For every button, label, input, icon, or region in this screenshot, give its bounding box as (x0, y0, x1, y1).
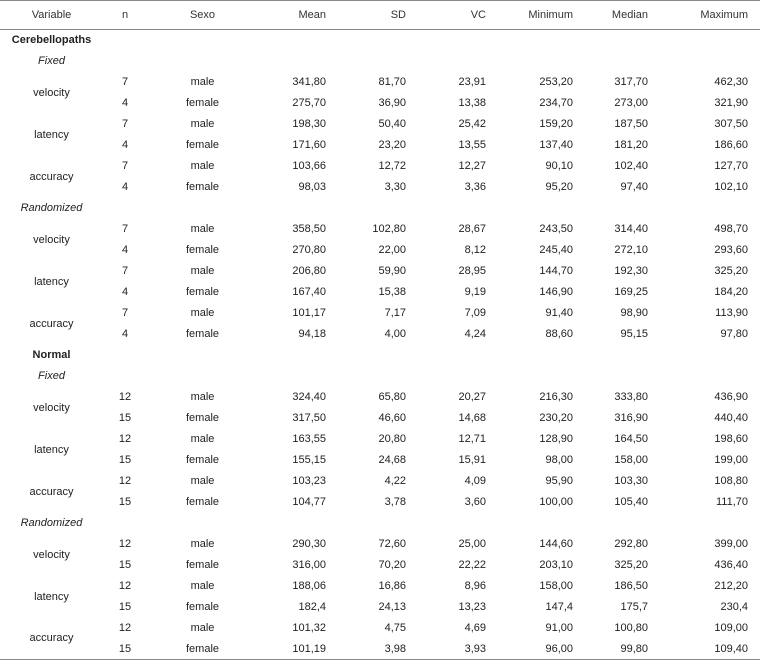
cell-vc: 13,23 (458, 601, 486, 613)
cell-maximum: 111,70 (715, 496, 748, 508)
cell-mean: 275,70 (292, 97, 326, 109)
cell-n: 4 (121, 244, 129, 256)
cell-mean: 270,80 (292, 244, 326, 256)
cell-median: 317,70 (614, 76, 648, 88)
cell-minimum: 245,40 (539, 244, 573, 256)
cell-maximum: 198,60 (714, 433, 748, 445)
cell-mean: 155,15 (292, 454, 326, 466)
cell-mean: 104,77 (292, 496, 326, 508)
header-n: n (103, 1, 147, 30)
table-header (0, 1, 760, 30)
table-row (0, 408, 760, 429)
cell-maximum: 321,90 (714, 97, 748, 109)
cell-maximum: 436,90 (714, 391, 748, 403)
header-maximum: Maximum (660, 1, 760, 30)
cell-vc: 8,12 (464, 244, 486, 256)
cell-sd: 4,75 (384, 622, 406, 634)
cell-n: 4 (121, 139, 129, 151)
table-row (0, 576, 760, 597)
cell-minimum: 100,00 (539, 496, 573, 508)
cell-sd: 22,00 (378, 244, 406, 256)
cell-sexo: male (190, 307, 215, 319)
cell-n: 4 (121, 181, 129, 193)
cell-sexo: female (185, 244, 220, 256)
cell-maximum: 102,10 (714, 181, 748, 193)
cell-median: 181,20 (614, 139, 648, 151)
cell-mean: 341,80 (292, 76, 326, 88)
header-variable: Variable (0, 1, 103, 30)
cell-maximum: 212,20 (714, 580, 748, 592)
condition-label: Randomized (20, 202, 83, 214)
table-row (0, 450, 760, 471)
cell-sexo: female (185, 601, 220, 613)
cell-minimum: 158,00 (539, 580, 573, 592)
cell-sexo: male (190, 538, 215, 550)
table-row (0, 72, 760, 93)
variable-label: latency (34, 275, 69, 288)
cell-sd: 24,13 (378, 601, 406, 613)
cell-sd: 23,20 (378, 139, 406, 151)
cell-sexo: female (185, 139, 220, 151)
header-minimum: Minimum (498, 1, 585, 30)
cell-sd: 7,17 (384, 307, 406, 319)
cell-mean: 316,00 (292, 559, 326, 571)
cell-sexo: male (190, 391, 215, 403)
cell-sd: 15,38 (378, 286, 406, 298)
cell-sd: 65,80 (378, 391, 406, 403)
cell-n: 4 (121, 286, 129, 298)
cell-median: 158,00 (614, 454, 648, 466)
cell-mean: 101,32 (292, 622, 326, 634)
cell-median: 95,15 (620, 328, 648, 340)
cell-minimum: 243,50 (539, 223, 573, 235)
table-row (0, 534, 760, 555)
cell-sd: 50,40 (378, 118, 406, 130)
cell-vc: 13,38 (458, 97, 486, 109)
cell-median: 186,50 (614, 580, 648, 592)
cell-mean: 163,55 (292, 433, 326, 445)
cell-sexo: male (190, 265, 215, 277)
condition-label: Fixed (38, 55, 65, 67)
cell-maximum: 293,60 (714, 244, 748, 256)
cell-sd: 16,86 (378, 580, 406, 592)
cell-maximum: 97,80 (720, 328, 748, 340)
cell-sexo: female (185, 559, 220, 571)
cell-mean: 98,03 (298, 181, 326, 193)
cell-mean: 167,40 (292, 286, 326, 298)
cell-sd: 3,30 (384, 181, 406, 193)
condition-row (0, 513, 760, 534)
cell-median: 103,30 (614, 475, 648, 487)
cell-sd: 3,78 (384, 496, 406, 508)
table-row (0, 324, 760, 345)
cell-sd: 70,20 (378, 559, 406, 571)
cell-vc: 28,67 (458, 223, 486, 235)
cell-sexo: female (185, 412, 220, 424)
variable-label: velocity (33, 548, 70, 561)
cell-maximum: 108,80 (714, 475, 748, 487)
variable-label: latency (34, 128, 69, 141)
cell-mean: 103,66 (292, 160, 326, 172)
variable-label: latency (34, 590, 69, 603)
condition-row (0, 51, 760, 72)
cell-maximum: 186,60 (714, 139, 748, 151)
table-row (0, 282, 760, 303)
header-vc: VC (418, 1, 498, 30)
cell-vc: 4,09 (464, 475, 486, 487)
cell-median: 169,25 (614, 286, 648, 298)
cell-sexo: female (185, 454, 220, 466)
cell-minimum: 95,90 (545, 475, 573, 487)
cell-median: 272,10 (614, 244, 648, 256)
table-row (0, 114, 760, 135)
variable-label: accuracy (0, 618, 103, 660)
cell-minimum: 128,90 (539, 433, 573, 445)
cell-n: 12 (118, 622, 132, 634)
cell-mean: 182,4 (298, 601, 326, 613)
cell-n: 15 (118, 496, 132, 508)
cell-median: 333,80 (614, 391, 648, 403)
table-row (0, 93, 760, 114)
table-row (0, 387, 760, 408)
cell-maximum: 462,30 (714, 76, 748, 88)
cell-n: 7 (121, 265, 129, 277)
cell-median: 102,40 (614, 160, 648, 172)
cell-minimum: 147,4 (545, 601, 573, 613)
cell-sexo: male (190, 580, 215, 592)
cell-minimum: 137,40 (539, 139, 573, 151)
variable-label: velocity (33, 401, 70, 414)
table-row (0, 597, 760, 618)
cell-median: 175,7 (620, 601, 648, 613)
variable-label: accuracy (29, 485, 74, 498)
table-row (0, 492, 760, 513)
table-row (0, 429, 760, 450)
header-sd: SD (338, 1, 418, 30)
cell-maximum: 399,00 (714, 538, 748, 550)
cell-median: 98,90 (620, 307, 648, 319)
cell-median: 292,80 (614, 538, 648, 550)
cell-sexo: female (147, 639, 258, 660)
cell-n: 15 (118, 601, 132, 613)
cell-sexo: female (185, 496, 220, 508)
table-body (0, 30, 760, 660)
cell-sexo: male (190, 475, 215, 487)
cell-n: 15 (118, 559, 132, 571)
table-row (0, 219, 760, 240)
cell-minimum: 91,40 (545, 307, 573, 319)
cell-maximum: 440,40 (714, 412, 748, 424)
variable-label: velocity (33, 233, 70, 246)
cell-n: 12 (118, 433, 132, 445)
cell-minimum: 96,00 (498, 639, 585, 660)
cell-sexo: female (185, 286, 220, 298)
cell-sexo: female (185, 97, 220, 109)
cell-mean: 101,17 (292, 307, 326, 319)
table-row (0, 471, 760, 492)
condition-row (0, 366, 760, 387)
cell-n: 15 (118, 412, 132, 424)
cell-minimum: 159,20 (539, 118, 573, 130)
cell-mean: 198,30 (292, 118, 326, 130)
cell-sd: 4,22 (384, 475, 406, 487)
cell-maximum: 109,00 (714, 622, 748, 634)
table-row (0, 618, 760, 639)
cell-median: 97,40 (620, 181, 648, 193)
cell-minimum: 95,20 (545, 181, 573, 193)
cell-vc: 22,22 (458, 559, 486, 571)
cell-median: 100,80 (614, 622, 648, 634)
cell-n: 15 (118, 454, 132, 466)
header-sexo: Sexo (147, 1, 258, 30)
group-label: Normal (32, 349, 71, 361)
cell-sexo: female (185, 181, 220, 193)
cell-maximum: 127,70 (714, 160, 748, 172)
cell-mean: 103,23 (292, 475, 326, 487)
header-mean: Mean (258, 1, 338, 30)
cell-mean: 188,06 (292, 580, 326, 592)
cell-minimum: 90,10 (545, 160, 573, 172)
cell-mean: 290,30 (292, 538, 326, 550)
cell-maximum: 307,50 (714, 118, 748, 130)
cell-sexo: male (190, 622, 215, 634)
cell-vc: 28,95 (458, 265, 486, 277)
cell-minimum: 88,60 (545, 328, 573, 340)
cell-sd: 3,98 (338, 639, 418, 660)
variable-label: accuracy (29, 170, 74, 183)
table-row (0, 555, 760, 576)
cell-n: 7 (121, 223, 129, 235)
condition-row (0, 198, 760, 219)
cell-vc: 15,91 (458, 454, 486, 466)
cell-vc: 23,91 (458, 76, 486, 88)
table-row (0, 240, 760, 261)
table-row (0, 156, 760, 177)
cell-sexo: male (190, 160, 215, 172)
cell-median: 273,00 (614, 97, 648, 109)
cell-sd: 72,60 (378, 538, 406, 550)
cell-maximum: 325,20 (714, 265, 748, 277)
variable-label: accuracy (29, 317, 74, 330)
cell-sd: 81,70 (378, 76, 406, 88)
cell-vc: 4,69 (464, 622, 486, 634)
table-row (0, 135, 760, 156)
cell-median: 325,20 (614, 559, 648, 571)
header-row (0, 1, 760, 30)
cell-minimum: 230,20 (539, 412, 573, 424)
cell-mean: 324,40 (292, 391, 326, 403)
cell-sd: 12,72 (378, 160, 406, 172)
cell-median: 316,90 (614, 412, 648, 424)
cell-n: 7 (121, 160, 129, 172)
cell-vc: 12,71 (458, 433, 486, 445)
cell-maximum: 230,4 (720, 601, 748, 613)
cell-minimum: 146,90 (539, 286, 573, 298)
cell-mean: 317,50 (292, 412, 326, 424)
cell-sd: 59,90 (378, 265, 406, 277)
variable-label: latency (34, 443, 69, 456)
cell-vc: 3,93 (418, 639, 498, 660)
cell-vc: 7,09 (464, 307, 486, 319)
table-row (0, 303, 760, 324)
cell-n: 15 (103, 639, 147, 660)
cell-vc: 3,36 (464, 181, 486, 193)
cell-minimum: 91,00 (545, 622, 573, 634)
cell-maximum: 109,40 (660, 639, 760, 660)
cell-maximum: 113,90 (715, 307, 748, 319)
cell-minimum: 203,10 (539, 559, 573, 571)
cell-maximum: 199,00 (714, 454, 748, 466)
cell-maximum: 498,70 (714, 223, 748, 235)
cell-sd: 46,60 (378, 412, 406, 424)
table-row (0, 177, 760, 198)
cell-sd: 24,68 (378, 454, 406, 466)
cell-mean: 94,18 (298, 328, 326, 340)
cell-minimum: 234,70 (539, 97, 573, 109)
cell-sexo: male (190, 223, 215, 235)
cell-median: 314,40 (614, 223, 648, 235)
cell-vc: 4,24 (464, 328, 486, 340)
cell-median: 192,30 (614, 265, 648, 277)
cell-vc: 9,19 (464, 286, 486, 298)
cell-n: 4 (121, 328, 129, 340)
cell-n: 12 (118, 580, 132, 592)
cell-sd: 36,90 (378, 97, 406, 109)
cell-mean: 358,50 (292, 223, 326, 235)
cell-mean: 171,60 (292, 139, 326, 151)
cell-minimum: 216,30 (539, 391, 573, 403)
cell-sexo: female (185, 328, 220, 340)
cell-n: 7 (121, 76, 129, 88)
cell-vc: 13,55 (458, 139, 486, 151)
condition-label: Randomized (20, 517, 83, 529)
cell-n: 12 (118, 538, 132, 550)
cell-median: 105,40 (614, 496, 648, 508)
cell-vc: 25,00 (458, 538, 486, 550)
cell-vc: 20,27 (458, 391, 486, 403)
cell-mean: 101,19 (258, 639, 338, 660)
cell-mean: 206,80 (292, 265, 326, 277)
condition-label: Fixed (38, 370, 65, 382)
cell-vc: 25,42 (458, 118, 486, 130)
group-row (0, 30, 760, 51)
group-row (0, 345, 760, 366)
cell-vc: 14,68 (458, 412, 486, 424)
header-median: Median (585, 1, 660, 30)
cell-vc: 8,96 (464, 580, 486, 592)
cell-sexo: male (190, 118, 215, 130)
cell-n: 12 (118, 391, 132, 403)
table-row (0, 639, 760, 660)
cell-sd: 4,00 (384, 328, 406, 340)
cell-maximum: 184,20 (714, 286, 748, 298)
group-label: Cerebellopaths (11, 34, 92, 47)
cell-n: 7 (121, 307, 129, 319)
cell-sd: 102,80 (372, 223, 406, 235)
cell-minimum: 144,70 (539, 265, 573, 277)
cell-minimum: 98,00 (545, 454, 573, 466)
cell-minimum: 144,60 (539, 538, 573, 550)
cell-vc: 12,27 (458, 160, 486, 172)
cell-sd: 20,80 (378, 433, 406, 445)
cell-sexo: male (190, 433, 215, 445)
cell-vc: 3,60 (464, 496, 486, 508)
cell-minimum: 253,20 (539, 76, 573, 88)
cell-median: 164,50 (614, 433, 648, 445)
cell-median: 187,50 (614, 118, 648, 130)
table-row (0, 261, 760, 282)
cell-n: 12 (118, 475, 132, 487)
cell-n: 4 (121, 97, 129, 109)
variable-label: velocity (33, 86, 70, 99)
cell-sexo: male (190, 76, 215, 88)
cell-median: 99,80 (585, 639, 660, 660)
cell-n: 7 (121, 118, 129, 130)
cell-maximum: 436,40 (714, 559, 748, 571)
